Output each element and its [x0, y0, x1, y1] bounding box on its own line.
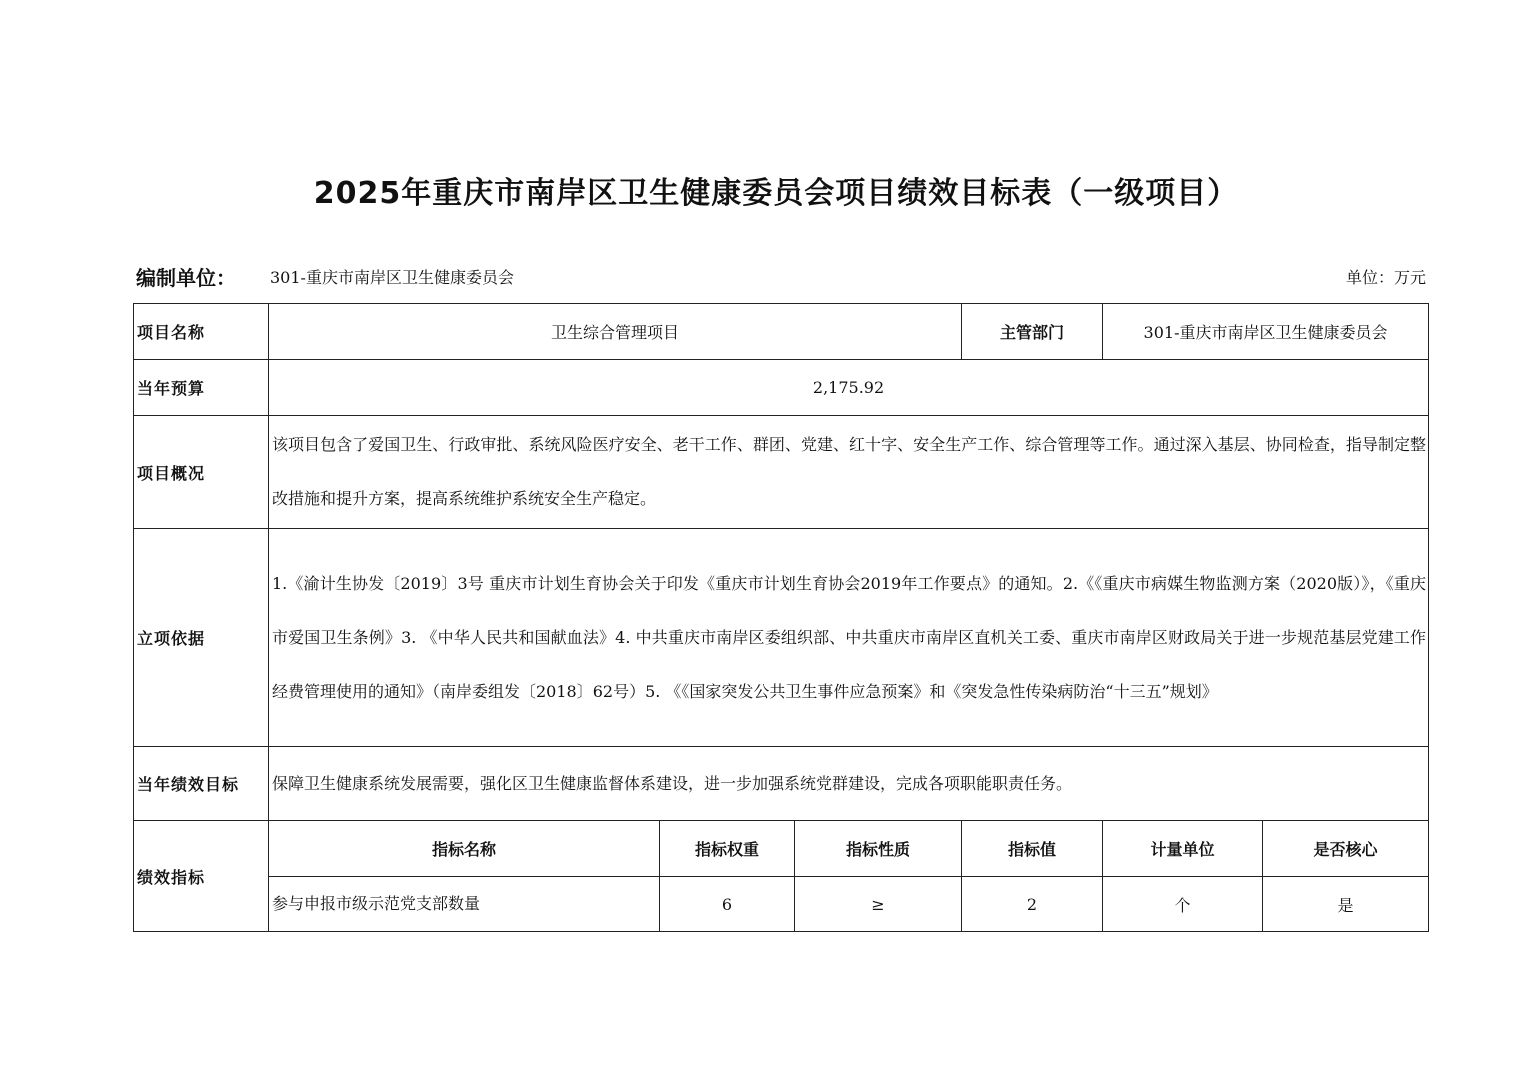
row-overview — [134, 416, 1429, 529]
indicator-weight: 6 — [660, 877, 795, 932]
indicator-header-name: 指标名称 — [269, 821, 660, 877]
dept-value: 301-重庆市南岸区卫生健康委员会 — [1103, 304, 1429, 360]
basis-label: 立项依据 — [134, 529, 269, 747]
overview-text: 该项目包含了爱国卫生、行政审批、系统风险医疗安全、老干工作、群团、党建、红十字、安全生产工作、综合管理等工作。通过深入基层、协同检查，指导制定整改措施和提升方案，提高系统维护系统安全生产稳定。 — [269, 416, 1429, 529]
org-value: 301-重庆市南岸区卫生健康委员会 — [270, 268, 514, 287]
goal-label: 当年绩效目标 — [134, 747, 269, 821]
budget-label: 当年预算 — [134, 360, 269, 416]
goal-text: 保障卫生健康系统发展需要，强化区卫生健康监督体系建设，进一步加强系统党群建设，完成各项职能职责任务。 — [269, 747, 1429, 821]
indicators-label: 绩效指标 — [134, 821, 269, 932]
dept-label: 主管部门 — [962, 304, 1103, 360]
indicator-name: 参与申报市级示范党支部数量 — [269, 877, 660, 932]
indicator-unit: 个 — [1103, 877, 1263, 932]
indicator-header-weight: 指标权重 — [660, 821, 795, 877]
row-project-name — [134, 304, 1429, 360]
row-basis — [134, 529, 1429, 747]
org-label: 编制单位： — [136, 266, 236, 290]
overview-label: 项目概况 — [134, 416, 269, 529]
row-budget — [134, 360, 1429, 416]
indicator-header-unit: 计量单位 — [1103, 821, 1263, 877]
page-title: 2025年重庆市南岸区卫生健康委员会项目绩效目标表（一级项目） — [313, 176, 1239, 211]
indicator-core: 是 — [1263, 877, 1429, 932]
basis-text: 1.《渝计生协发〔2019〕3号 重庆市计划生育协会关于印发《重庆市计划生育协会2019年工作要点》的通知。2.《《重庆市病媒生物监测方案（2020版）》，《重庆市爱国卫生条例》3. 《中华人民共和国献血法》4. 中共重庆市南岸区委组织部、中共重庆市南岸区直机关工委、重庆市南岸区财政局关于进一步规范基层党建工作经费管理使用的通知》（南岸委组发〔2018〕62号）5. 《《国家突发公共卫生事件应急预案》和《突发急性传染病防治“十三五”规划》 — [269, 529, 1429, 747]
indicator-header-nature: 指标性质 — [795, 821, 962, 877]
project-name-value: 卫生综合管理项目 — [269, 304, 962, 360]
budget-value: 2,175.92 — [269, 360, 1429, 416]
table-row — [134, 877, 1429, 932]
row-goal — [134, 747, 1429, 821]
indicator-nature: ≥ — [795, 877, 962, 932]
indicator-header-core: 是否核心 — [1263, 821, 1429, 877]
indicator-header-value: 指标值 — [962, 821, 1103, 877]
performance-table — [133, 303, 1429, 932]
project-name-label: 项目名称 — [134, 304, 269, 360]
indicator-value: 2 — [962, 877, 1103, 932]
unit-label: 单位：万元 — [1345, 268, 1426, 287]
indicator-header-row — [134, 821, 1429, 877]
